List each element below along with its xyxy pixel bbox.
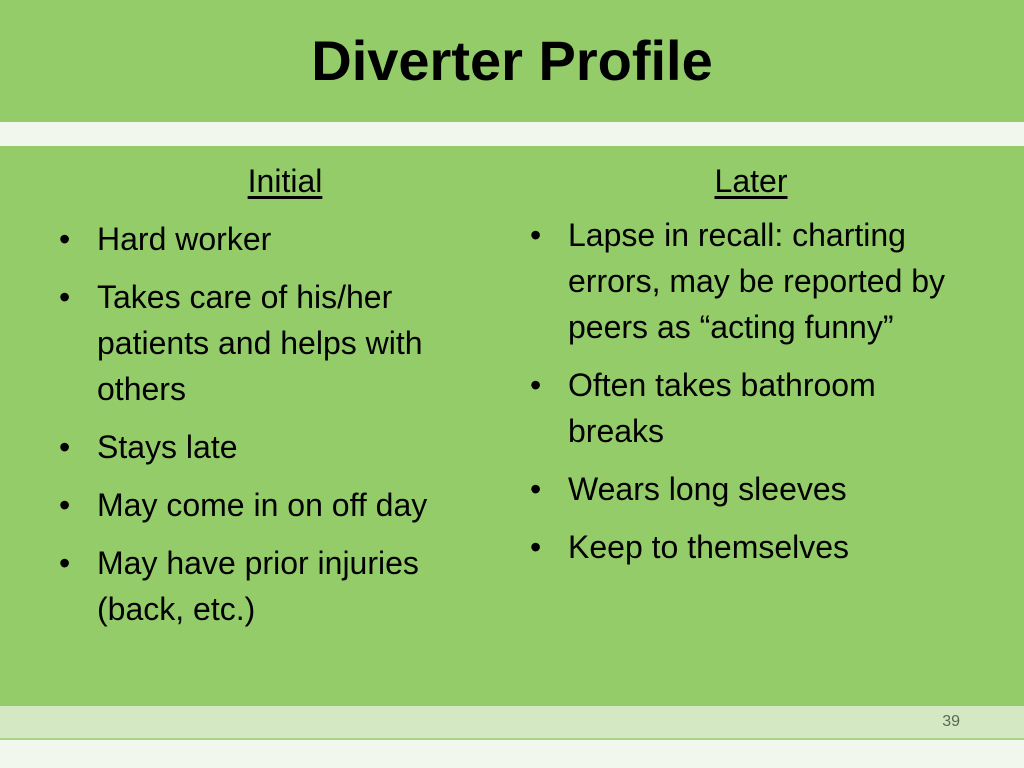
bullet-item: • May have prior injuries (back, etc.) xyxy=(55,540,485,632)
bullet-item: • Hard worker xyxy=(55,216,485,262)
column-heading-later: Later xyxy=(714,163,788,199)
bullet-item: • Lapse in recall: charting errors, may be reported by peers as “acting funny” xyxy=(526,212,976,350)
column-initial xyxy=(55,158,485,644)
column-later xyxy=(526,158,976,582)
bullet-list-later xyxy=(526,212,976,570)
bullet-item: • Stays late xyxy=(55,424,485,470)
footer-band xyxy=(0,706,1024,740)
bullet-item: • Keep to themselves xyxy=(526,524,976,570)
bullet-list-initial xyxy=(55,216,485,632)
divider-strip xyxy=(0,122,1024,146)
slide-title: Diverter Profile xyxy=(311,29,713,92)
bullet-item: • Takes care of his/her patients and helps with others xyxy=(55,274,485,412)
bullet-item: • May come in on off day xyxy=(55,482,485,528)
bullet-item: • Wears long sleeves xyxy=(526,466,976,512)
page-number: 39 xyxy=(942,713,960,730)
column-heading-initial: Initial xyxy=(247,163,323,199)
bullet-item: • Often takes bathroom breaks xyxy=(526,362,976,454)
